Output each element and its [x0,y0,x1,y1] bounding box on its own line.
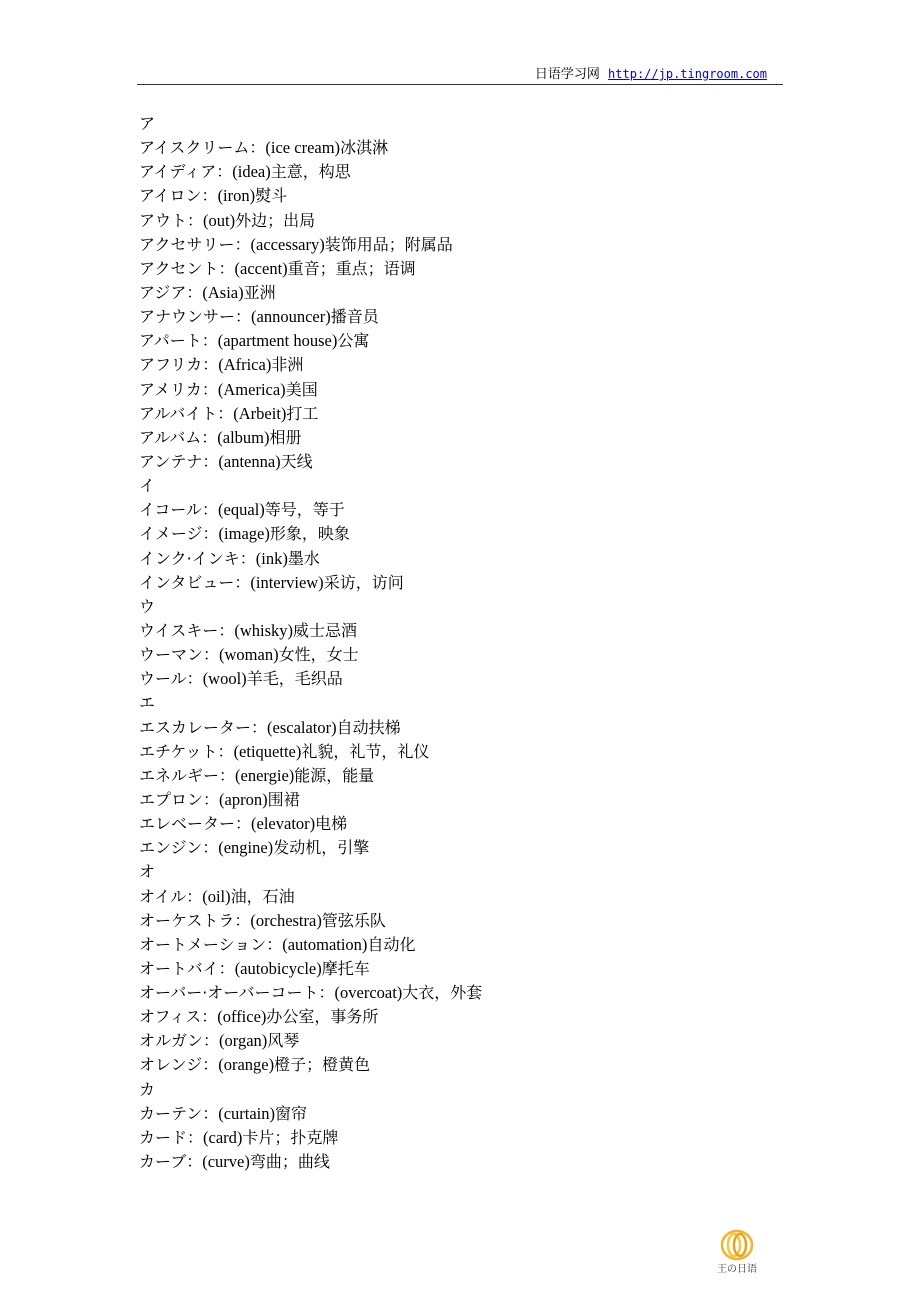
vocab-entry [139,257,779,281]
entry-kana: アクセント： [139,258,235,278]
vocab-entry [139,281,779,305]
entry-kana: カーブ： [139,1152,203,1172]
entry-kana: エレベーター： [139,814,252,834]
entry-english: (announcer) [251,307,331,327]
entry-english: (overcoat) [334,983,403,1003]
entry-chinese: 播音员 [330,307,379,327]
entry-english: (out) [203,210,236,230]
entry-chinese: 采访，访问 [323,572,404,592]
entry-kana: オーケストラ： [139,910,251,930]
entry-chinese: 非洲 [271,355,304,375]
site-name: 日语学习网 [534,67,600,82]
entry-kana: ウイスキー： [139,620,235,640]
entry-kana: エネルギー： [139,765,236,785]
entry-english: (album) [217,427,270,447]
vocab-entry [139,1102,779,1126]
logo [712,1228,762,1280]
entry-kana: アウト： [139,210,204,230]
entry-english: (whisky) [234,620,294,640]
vocab-entry [139,522,779,546]
entry-chinese: 橙子；橙黄色 [274,1055,371,1075]
entry-chinese: 大衣，外套 [402,983,483,1003]
vocab-entry [139,788,779,812]
entry-english: (accent) [234,258,288,278]
section-letter: イ [139,476,156,496]
vocab-entry [139,353,779,377]
vocab-entry [139,402,779,426]
entry-chinese: 窗帘 [275,1103,308,1123]
entry-kana: イコール： [139,500,219,520]
vocabulary-list [139,112,779,1174]
entry-chinese: 自动化 [367,934,416,954]
entry-chinese: 弯曲；曲线 [249,1152,330,1172]
entry-english: (apron) [219,789,268,809]
entry-chinese: 威士忌酒 [293,620,358,640]
entry-english: (image) [218,524,270,544]
site-url-link[interactable]: http://jp.tingroom.com [608,67,767,81]
vocab-entry [139,812,779,836]
vocab-entry [139,885,779,909]
vocab-entry [139,933,779,957]
entry-chinese: 管弦乐队 [321,910,386,930]
entry-chinese: 亚洲 [243,282,276,302]
entry-english: (wool) [202,669,247,689]
vocab-entry [139,1126,779,1150]
section-letter: エ [139,693,156,713]
entry-chinese: 女性，女士 [278,645,359,665]
entry-english: (energie) [235,765,295,785]
entry-english: (interview) [250,572,324,592]
entry-chinese: 油，石油 [230,886,295,906]
vocab-entry [139,1029,779,1053]
vocab-entry [139,1150,779,1174]
entry-english: (engine) [218,838,274,858]
entry-english: (curve) [202,1152,250,1172]
entry-chinese: 电梯 [315,814,348,834]
entry-kana: オレンジ： [139,1055,219,1075]
entry-kana: アフリカ： [139,355,219,375]
entry-kana: エンジン： [139,838,219,858]
entry-chinese: 能源，能量 [294,765,375,785]
entry-kana: アルバイト： [139,403,234,423]
entry-kana: アンテナ： [139,451,219,471]
entry-kana: オーバー·オーバーコート： [139,983,335,1003]
entry-chinese: 天线 [280,451,313,471]
entry-chinese: 重音；重点；语调 [287,258,416,278]
entry-english: (iron) [217,186,256,206]
entry-chinese: 熨斗 [255,186,288,206]
logo-rings-icon [719,1228,755,1262]
entry-chinese: 卡片；扑克牌 [242,1127,339,1147]
entry-kana: ウール： [139,669,203,689]
entry-english: (Arbeit) [233,403,287,423]
section-letter: カ [139,1079,156,1099]
entry-english: (apartment house) [217,331,338,351]
entry-english: (antenna) [218,451,281,471]
entry-chinese: 外边；出局 [235,210,316,230]
entry-english: (card) [203,1127,243,1147]
entry-chinese: 墨水 [287,548,320,568]
entry-english: (accessary) [250,234,325,254]
vocab-entry [139,909,779,933]
entry-kana: アイロン： [139,186,218,206]
entry-english: (automation) [282,934,368,954]
page-header [137,64,783,85]
entry-english: (elevator) [251,814,316,834]
vocab-entry [139,329,779,353]
section-heading [139,595,779,619]
entry-chinese: 羊毛，毛织品 [246,669,343,689]
entry-chinese: 发动机，引擎 [273,838,370,858]
entry-chinese: 美国 [285,379,318,399]
entry-english: (Asia) [202,282,244,302]
entry-english: (etiquette) [233,741,302,761]
entry-kana: オイル： [139,886,203,906]
entry-english: (woman) [219,645,279,665]
entry-kana: オルガン： [139,1031,220,1051]
entry-english: (escalator) [267,717,337,737]
vocab-entry [139,305,779,329]
entry-chinese: 摩托车 [321,958,370,978]
entry-english: (Africa) [218,355,272,375]
entry-kana: オートバイ： [139,958,235,978]
entry-english: (America) [217,379,286,399]
section-heading [139,474,779,498]
vocab-entry [139,1053,779,1077]
entry-kana: エプロン： [139,789,220,809]
entry-chinese: 主意，构思 [270,162,351,182]
section-heading [139,1078,779,1102]
entry-chinese: 等号，等于 [264,500,345,520]
logo-caption: 王の日语 [717,1264,757,1275]
entry-english: (organ) [219,1031,268,1051]
entry-kana: オフィス： [139,1007,218,1027]
entry-chinese: 围裙 [267,789,300,809]
vocab-entry [139,836,779,860]
entry-kana: アパート： [139,331,218,351]
vocab-entry [139,184,779,208]
entry-chinese: 打工 [286,403,319,423]
vocab-entry [139,643,779,667]
vocab-entry [139,498,779,522]
entry-kana: アジア： [139,282,203,302]
vocab-entry [139,378,779,402]
entry-kana: アルバム： [139,427,218,447]
entry-english: (ice cream) [265,138,341,158]
entry-kana: アメリカ： [139,379,218,399]
entry-kana: エチケット： [139,741,234,761]
entry-kana: インタビュー： [139,572,251,592]
vocab-entry [139,571,779,595]
vocab-entry [139,160,779,184]
vocab-entry [139,957,779,981]
entry-kana: イメージ： [139,524,219,544]
entry-kana: ウーマン： [139,645,220,665]
vocab-entry [139,667,779,691]
vocab-entry [139,619,779,643]
entry-kana: カーテン： [139,1103,219,1123]
vocab-entry [139,764,779,788]
vocab-entry [139,1005,779,1029]
section-heading [139,860,779,884]
entry-chinese: 相册 [269,427,302,447]
section-heading [139,691,779,715]
section-letter: ウ [139,596,156,616]
vocab-entry [139,136,779,160]
entry-english: (autobicycle) [234,958,322,978]
entry-kana: アナウンサー： [139,307,252,327]
section-letter: ア [139,114,156,133]
vocab-entry [139,233,779,257]
vocab-entry [139,450,779,474]
entry-english: (idea) [232,162,271,182]
entry-chinese: 装饰用品；附属品 [324,234,453,254]
entry-chinese: 公寓 [337,331,370,351]
entry-english: (ink) [255,548,288,568]
vocab-entry [139,547,779,571]
vocab-entry [139,981,779,1005]
entry-chinese: 自动扶梯 [336,717,401,737]
vocab-entry [139,716,779,740]
entry-kana: オートメーション： [139,934,283,954]
entry-chinese: 形象，映象 [269,524,350,544]
entry-chinese: 办公室，事务所 [266,1007,379,1027]
vocab-entry [139,209,779,233]
entry-chinese: 礼貌，礼节，礼仪 [301,741,430,761]
vocab-entry [139,740,779,764]
entry-english: (equal) [218,500,265,520]
entry-english: (oil) [202,886,231,906]
section-letter: オ [139,862,156,882]
entry-kana: インク·インキ： [139,548,256,568]
vocab-entry [139,426,779,450]
entry-english: (office) [217,1007,267,1027]
entry-kana: アイスクリーム： [139,138,266,158]
entry-english: (orange) [218,1055,275,1075]
entry-kana: エスカレーター： [139,717,268,737]
entry-kana: アイディア： [139,162,233,182]
entry-chinese: 冰淇淋 [340,138,389,158]
entry-english: (orchestra) [250,910,322,930]
section-heading [139,112,779,136]
entry-english: (curtain) [218,1103,276,1123]
entry-kana: アクセサリー： [139,234,251,254]
entry-kana: カード： [139,1127,204,1147]
entry-chinese: 风琴 [267,1031,300,1051]
